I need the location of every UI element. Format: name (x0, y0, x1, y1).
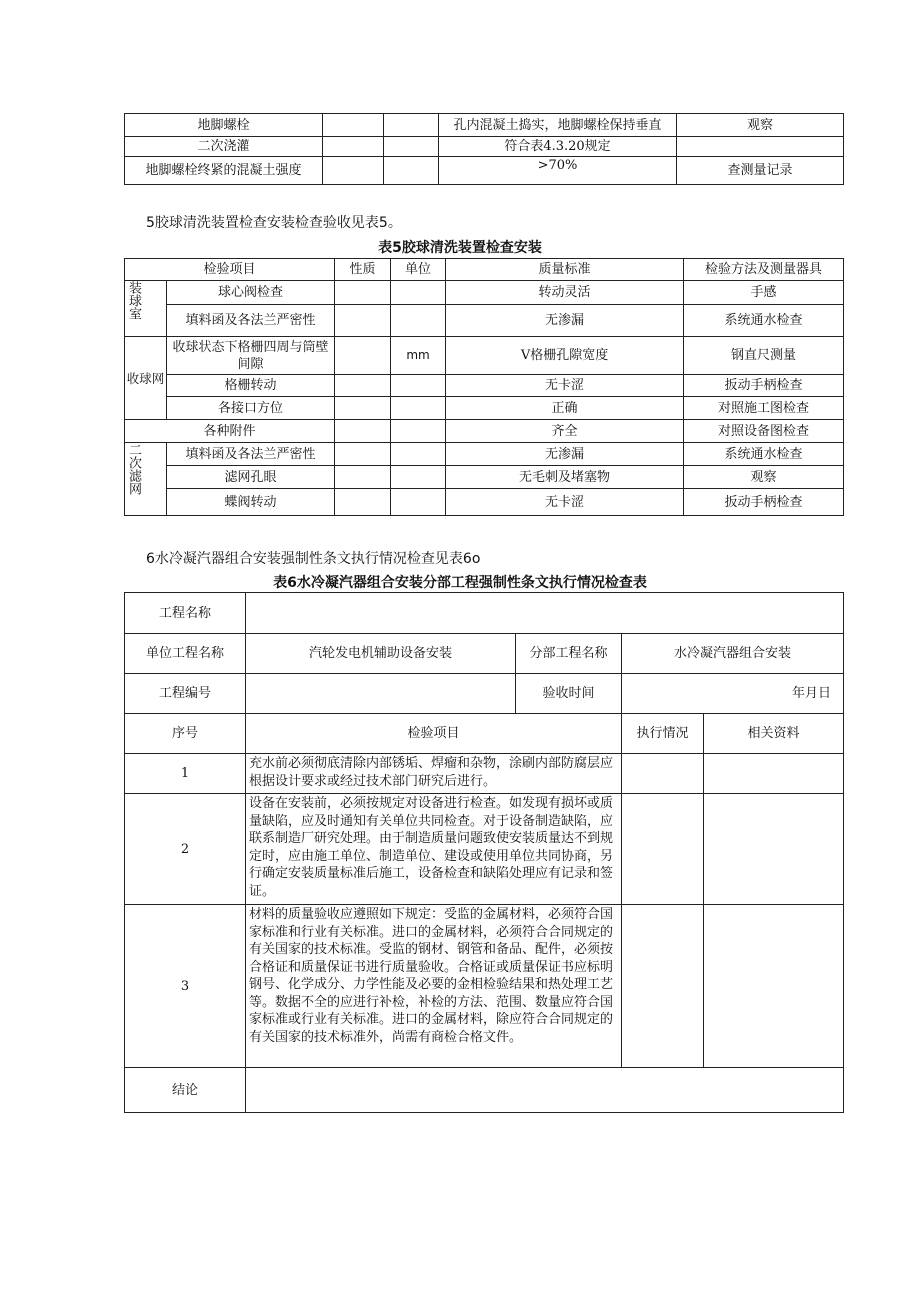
standard-cell: >70% (439, 157, 677, 185)
item-text: 设备在安装前，必须按规定对设备进行检查。如发现有损坏或质量缺陷，应及时通知有关单位共同检查。对于设备制造缺陷，应联系制造厂研究处理。由于制造质量问题致使安装质量达不到规定时，应由施工单位、制造单位、建设或使用单位共同协商，另行确定安装质量标准后施工，设备检查和缺陷处理应有记录和签证。 (246, 794, 622, 905)
header-unit: 单位 (391, 259, 446, 281)
col-docs: 相关资料 (704, 714, 844, 754)
header-row (125, 714, 844, 754)
unit-project-label: 单位工程名称 (125, 634, 246, 674)
group-ball-chamber: 装球室 (125, 281, 167, 337)
method-cell (677, 137, 844, 157)
group-secondary-filter: 二次滤网 (125, 443, 167, 516)
item-no: 1 (125, 754, 246, 794)
item-text: 材料的质量验收应遵照如下规定：受监的金属材料，必须符合国家标准和行业有关标准。进口的金属材料，必须符合合同规定的有关国家的技术标准。受监的钢材、钢管和备品、配件，必须按合格证和质量保证书进行质量验收。合格证或质量保证书应标明钢号、化学成分、力学性能及必要的金相检验结果和热处理工艺等。数据不全的应进行补检，补检的方法、范围、数量应符合国家标准或行业有关标准。进口的金属材料，除应符合合同规定的有关国家的技术标准外，尚需有商检合格文件。 (246, 905, 622, 1068)
col-exec: 执行情况 (622, 714, 704, 754)
item-cell: 地脚螺栓终紧的混凝土强度 (125, 157, 323, 185)
table-row: 填料函及各法兰严密性 无渗漏 系统通水检查 (125, 305, 844, 337)
sub-project-value: 水冷凝汽器组合安装 (622, 634, 844, 674)
header-standard: 质量标准 (446, 259, 684, 281)
sub-project-label: 分部工程名称 (516, 634, 622, 674)
table-row (125, 593, 844, 634)
col-item: 检验项目 (246, 714, 622, 754)
item-exec (622, 754, 704, 794)
table-row: 二次滤网 填料函及各法兰严密性 无渗漏 系统通水检查 (125, 443, 844, 466)
section-6-intro: 6水冷凝汽器组合安装强制性条文执行情况检查见表6o (146, 551, 481, 567)
table-row (125, 905, 844, 1068)
table-row (125, 157, 844, 185)
accept-time-label: 验收时间 (516, 674, 622, 714)
item-no: 3 (125, 905, 246, 1068)
table-row: 装球室 球心阀检查 转动灵活 手感 (125, 281, 844, 305)
table-row: 格栅转动 无卡涩 扳动手柄检查 (125, 375, 844, 397)
section-5-intro: 5胶球清洗装置检查安装检查验收见表5。 (146, 215, 402, 231)
table-row: 滤网孔眼 无毛刺及堵塞物 观察 (125, 466, 844, 489)
conclusion-value (246, 1068, 844, 1113)
table-row (125, 114, 844, 137)
table-row (125, 754, 844, 794)
table-row (125, 1068, 844, 1113)
table-row (125, 137, 844, 157)
item-docs (704, 794, 844, 905)
table-6 (124, 592, 844, 1113)
col-no: 序号 (125, 714, 246, 754)
table-5 (124, 258, 844, 516)
method-cell: 查测量记录 (677, 157, 844, 185)
project-no-value (246, 674, 516, 714)
item-text: 充水前必须彻底清除内部锈垢、焊瘤和杂物，涂刷内部防腐层应根据设计要求或经过技术部门研究后进行。 (246, 754, 622, 794)
item-docs (704, 905, 844, 1068)
table-row: 各接口方位 正确 对照施工图检查 (125, 397, 844, 420)
unit-project-value: 汽轮发电机辅助设备安装 (246, 634, 516, 674)
table-row: 收球网 收球状态下格栅四周与筒壁间隙 mm V格栅孔隙宽度 钢直尺测量 (125, 337, 844, 375)
item-no: 2 (125, 794, 246, 905)
header-row (125, 259, 844, 281)
item-cell: 二次浇灌 (125, 137, 323, 157)
table-row: 蝶阀转动 无卡涩 扳动手柄检查 (125, 489, 844, 516)
standard-cell: 孔内混凝土捣实，地脚螺栓保持垂直 (439, 114, 677, 137)
item-exec (622, 794, 704, 905)
table-row (125, 634, 844, 674)
accept-date-value: 年月日 (622, 674, 844, 714)
table-row: 各种附件 齐全 对照设备图检查 (125, 420, 844, 443)
header-nature: 性质 (335, 259, 391, 281)
project-name-label: 工程名称 (125, 593, 246, 634)
table-5-caption: 表5胶球清洗装置检查安装 (378, 240, 542, 256)
header-item: 检验项目 (125, 259, 335, 281)
project-no-label: 工程编号 (125, 674, 246, 714)
group-collector-net: 收球网 (125, 337, 167, 420)
conclusion-label: 结论 (125, 1068, 246, 1113)
project-name-value (246, 593, 844, 634)
method-cell: 观察 (677, 114, 844, 137)
table-4-continuation (124, 113, 844, 185)
standard-cell: 符合表4.3.20规定 (439, 137, 677, 157)
table-6-caption: 表6水冷凝汽器组合安装分部工程强制性条文执行情况检查表 (273, 575, 647, 591)
item-docs (704, 754, 844, 794)
item-cell: 地脚螺栓 (125, 114, 323, 137)
table-row (125, 674, 844, 714)
header-method: 检验方法及测量器具 (684, 259, 844, 281)
table-row (125, 794, 844, 905)
item-exec (622, 905, 704, 1068)
